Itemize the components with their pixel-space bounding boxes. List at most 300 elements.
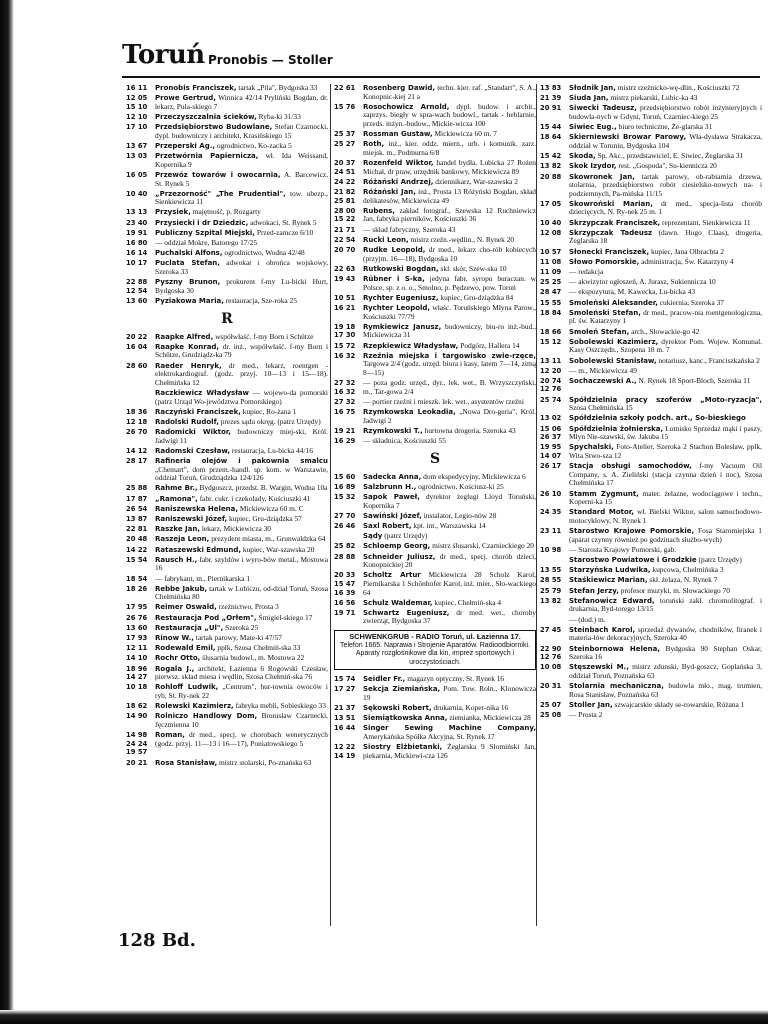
entry-text	[155, 731, 328, 748]
entry-name: Rudke Leopold,	[363, 246, 426, 255]
entry-details: Targowa 2/4 (godz. urzęd. biura i kasy, latem 7—14, zimą 8—15)	[363, 359, 536, 377]
entry-name: Rzymkowski T.,	[363, 426, 423, 435]
entry-details: Ryba-ki 31/33	[258, 111, 301, 121]
directory-entry	[126, 624, 328, 633]
entry-text	[155, 712, 328, 729]
entry-details: techn. kier. raf. „Standart", S. A., Konopnic-kiej 21 a	[363, 84, 536, 101]
entry-details: restauracja, Lu-bicka 44/16	[231, 445, 313, 455]
phone-number: 15 54	[126, 555, 148, 564]
entry-details: Mickiewicza 60 m. C	[239, 503, 304, 513]
entry-text	[569, 288, 762, 297]
entry-name: Radomicki Wiktor,	[155, 428, 231, 437]
entry-details: — portier rzeźni i mieszk. lek. wet., asystentów rzeźni	[363, 396, 524, 406]
directory-entry	[126, 208, 328, 217]
entry-text	[363, 159, 536, 176]
entry-details: tartak „Pila", Bydgoska 33	[238, 84, 318, 92]
entry-details: mistrz stolarski, Po-znańska 63	[219, 757, 312, 767]
entry-name: Raniszewska Helena,	[155, 504, 239, 513]
entry-text	[363, 408, 536, 425]
entry-name: Schwartz Eugeniusz,	[363, 608, 450, 617]
directory-entry	[540, 443, 762, 460]
entry-name: Rahme Br.,	[155, 484, 198, 493]
entry-name: Rebbe Jakub,	[155, 584, 208, 593]
entry-name: Rymkiewicz Janusz,	[363, 322, 442, 331]
entry-text	[155, 408, 328, 417]
entry-text	[569, 299, 762, 308]
entry-text	[155, 495, 328, 504]
phone-number: 14 22	[126, 545, 148, 554]
entry-name: Sapok Paweł,	[363, 493, 420, 501]
directory-entry	[126, 665, 328, 682]
directory-entry	[126, 343, 328, 360]
directory-entry	[334, 522, 536, 531]
entry-text	[155, 333, 328, 342]
entry-text	[569, 682, 762, 699]
directory-entry	[334, 685, 536, 702]
entry-details: skl. skór, Szew-ska 10	[440, 263, 507, 273]
directory-entry	[126, 585, 328, 602]
entry-name: Rausch H.,	[155, 555, 198, 564]
phone-number: 25 88	[126, 484, 148, 493]
directory-entry	[334, 427, 536, 436]
directory-entry	[540, 278, 762, 287]
entry-text	[569, 616, 762, 625]
directory-entry	[540, 288, 762, 297]
entry-details: dypl. budow. i archit., zaprzys. biegły w spra-wach budowl., tartak - heblarnie, przeds. inżyn.-budow., Mickie-wicza 100	[363, 101, 536, 128]
entry-name: Rohloff Ludwik,	[155, 683, 219, 692]
directory-entry	[126, 418, 328, 427]
entry-details: — fabrykant, m., Piernikarska 1	[155, 573, 251, 583]
entry-details: ziemianka, Mickiewicza 28	[449, 713, 531, 723]
entry-text	[155, 546, 328, 555]
entry-details: cukiernia, Szeroka 37	[659, 297, 724, 307]
entry-text	[155, 362, 328, 388]
entry-text	[363, 532, 536, 541]
entry-text	[155, 229, 328, 238]
directory-entry	[334, 379, 536, 396]
entry-name: Roman,	[155, 731, 185, 740]
entry-details: Foto-Atelier, Szeroka 2 Stachon Bolesław, pplk, Wita Stwo-sza 12	[569, 442, 762, 460]
entry-details: kupiec, Gru-dziądzka 84	[440, 292, 514, 302]
entry-text	[155, 535, 328, 544]
entry-name: Przewóz towarów i owocarnia,	[155, 170, 281, 179]
entry-text	[363, 84, 536, 101]
phone-number: 19 43	[334, 275, 356, 283]
directory-entry	[540, 309, 762, 326]
directory-entry	[540, 701, 762, 710]
entry-name: Puchalski Alfons,	[155, 249, 223, 258]
entry-text	[569, 268, 762, 277]
directory-entry	[540, 84, 762, 93]
entry-text	[363, 743, 536, 760]
phone-number: 18 96 14 27	[126, 664, 148, 682]
entry-text	[363, 473, 536, 482]
entry-details: kupiec, Chełmiń-ska 4	[434, 597, 502, 607]
entry-details: Pom. Tow. Roln., Klonowicza 19	[363, 684, 536, 702]
entry-text	[363, 599, 536, 608]
entry-name: Siostry Elżbietanki,	[363, 743, 443, 752]
entry-name: Smoleń Stefan,	[569, 327, 630, 336]
entry-details: skł. żelaza, N. Rynek 7	[649, 575, 718, 585]
entry-name: Rzymkowska Leokadia,	[363, 408, 456, 417]
entry-text	[363, 342, 536, 351]
entry-name: Różański Jan,	[363, 188, 416, 197]
directory-entry	[334, 599, 536, 608]
entry-text	[155, 665, 328, 682]
entry-name: Słodnik Jan,	[569, 84, 616, 92]
directory-entry	[126, 614, 328, 623]
phone-number: 16 75	[334, 408, 356, 417]
directory-entry	[126, 428, 328, 445]
directory-entry	[334, 188, 536, 205]
phone-number: 27 32 16 32	[334, 379, 356, 396]
directory-entry	[540, 508, 762, 525]
entry-details: toruński zakł. chromolitograf. i drukarnia, Byd-torego 13/15	[569, 595, 762, 614]
entry-name: Schloemp Georg,	[363, 542, 431, 551]
entry-text	[363, 294, 536, 303]
directory-entry	[540, 248, 762, 257]
directory-entry	[540, 645, 762, 662]
directory-entry	[334, 571, 536, 597]
entry-details: kupiec, War-szawska 20	[242, 544, 315, 554]
phone-number: 17 87	[126, 494, 148, 503]
entry-range: Pronobis — Stoller	[208, 53, 333, 67]
entry-name: Skrzypczak Tadeusz	[569, 228, 653, 237]
entry-name: Radolski Rudolf,	[155, 417, 219, 426]
phone-number: 12 22 14 19	[334, 743, 356, 760]
phone-number: 24 35	[540, 508, 562, 517]
entry-details: dr med., specj. chorób dzieci, Konopnickiej 20	[363, 551, 536, 570]
entry-name: Stoller Jan,	[569, 700, 613, 709]
entry-name: Rucki Leon,	[363, 235, 409, 244]
entry-text	[569, 200, 762, 217]
entry-name: Raszeja Leon,	[155, 535, 210, 544]
phone-number: 20 21	[126, 758, 148, 767]
phone-number: 27 45	[540, 625, 562, 634]
phone-number: 28 17	[126, 457, 148, 466]
entry-name: Scholtz Artur	[363, 571, 421, 580]
entry-text	[569, 396, 762, 413]
entry-details: Szeroka 25	[225, 622, 259, 632]
entry-name: Pronobis Franciszek,	[155, 84, 237, 92]
phone-number: 20 70	[334, 246, 356, 255]
entry-text	[569, 556, 762, 565]
entry-details: kupiec, Gru-dziądzka 57	[229, 513, 302, 523]
entry-text	[363, 398, 536, 407]
entry-name: Rzeźnia miejska i targowisko zwie-rzęce,	[363, 351, 536, 360]
entry-name: Różański Andrzej,	[363, 177, 434, 186]
entry-text	[569, 597, 762, 614]
directory-entry	[126, 278, 328, 295]
entry-text	[363, 140, 536, 157]
entry-text	[363, 352, 536, 378]
entry-text	[155, 171, 328, 188]
directory-entry	[334, 398, 536, 407]
entry-name: Rubens,	[363, 206, 395, 215]
phone-number: 13 67	[126, 141, 148, 150]
entry-text	[569, 229, 762, 246]
entry-text	[569, 711, 762, 720]
directory-entry	[540, 462, 762, 488]
entry-text	[155, 759, 328, 768]
phone-number: 18 26	[126, 584, 148, 593]
directory-entry	[540, 377, 762, 394]
entry-name: Rosenberg Dawid,	[363, 84, 436, 92]
directory-entry	[334, 473, 536, 482]
entry-text	[569, 94, 762, 103]
entry-details: biuro techniczne, Że-glarska 31	[618, 122, 713, 132]
phone-number: 19 21	[334, 426, 356, 435]
column-3	[540, 84, 762, 926]
entry-text	[569, 414, 762, 423]
entry-text	[155, 152, 328, 169]
entry-details: Bydgoska 90 Stephan Oskar, Szeroka 16	[569, 643, 762, 662]
entry-text	[155, 505, 328, 514]
directory-entry	[126, 190, 328, 207]
phone-number: 23 11	[540, 527, 562, 536]
directory-entry	[126, 654, 328, 663]
entry-text	[569, 425, 762, 442]
entry-details: — skład fabryczny, Szeroka 43	[363, 224, 456, 234]
entry-text	[569, 219, 762, 228]
phone-number: 16 11	[126, 84, 148, 92]
directory-entry	[334, 140, 536, 157]
entry-name: Smoleński Stefan,	[569, 308, 641, 317]
phone-number: 10 40	[126, 189, 148, 198]
directory-entry	[126, 644, 328, 653]
entry-text	[569, 248, 762, 257]
phone-number: 25 37	[334, 130, 356, 139]
entry-text	[569, 566, 762, 575]
entry-text	[363, 226, 536, 235]
entry-text	[155, 634, 328, 643]
entry-name: Raczyński Franciszek,	[155, 407, 241, 416]
entry-details: f-my Vacuum Oil Company, s. A. Zieliński (stacja czynna dzień i noc), Szosa Chełmińska 17	[569, 461, 762, 488]
entry-details: Amerykańska Spółka Akcyjna, St. Rynek 17	[363, 732, 495, 741]
directory-entry	[540, 711, 762, 720]
directory-entry	[540, 663, 762, 680]
entry-name: Przedsiębiorstwo Budowlane,	[155, 123, 273, 132]
directory-entry	[540, 200, 762, 217]
entry-name: Seidler Fr.,	[363, 675, 406, 684]
phone-number: 24 22	[334, 177, 356, 186]
phone-number: 18 36	[126, 407, 148, 416]
phone-number: 13 82	[540, 162, 562, 171]
entry-details: dr med. wet., choroby zwierząt, Bydgoska 37	[363, 607, 536, 626]
entry-text	[155, 208, 328, 217]
entry-details: prezes sądu okręg. (patrz Urzędy)	[220, 416, 321, 426]
entry-details: fabr. szyldów i wyro-bów metal., Mostowa 16	[155, 554, 328, 573]
entry-text	[155, 447, 328, 456]
directory-entry	[334, 207, 536, 224]
entry-name: Starostwo Powiatowe i Grodzkie	[569, 556, 697, 565]
entry-text	[155, 113, 328, 122]
entry-details: dr med., lekarz cho-rób kobiecych (przyjm. 16—18), Bydgoska 10	[363, 245, 536, 263]
phone-number: 16 32	[334, 351, 356, 360]
phone-number: 20 22	[126, 332, 148, 341]
phone-number: 16 80	[126, 239, 148, 248]
entry-details: dr med., specja-lista chorób dziecięcych, N. Ry-nek 25 m. 1	[569, 198, 762, 217]
entry-name: Skowroński Marian,	[569, 199, 653, 208]
phone-number: 26 54	[126, 504, 148, 513]
entry-text	[155, 418, 328, 427]
entry-name: Starzyńska Ludwika,	[569, 566, 651, 575]
entry-name: Stęszewski M.,	[569, 663, 629, 672]
directory-entry	[126, 171, 328, 188]
directory-entry	[540, 328, 762, 337]
phone-number: 21 37	[334, 704, 356, 713]
phone-number: 25 27	[334, 140, 356, 149]
entry-name: Raczkiewicz Władysław	[155, 388, 249, 397]
entry-text	[155, 654, 328, 663]
entry-details: pplk, Szosa Chełmiń-ska 33	[217, 643, 301, 653]
entry-text	[155, 457, 328, 483]
entry-details: dr med., pracow-nia roentgenologiczna, pl. św. Katarzyny 1	[569, 307, 762, 326]
directory-entry	[540, 258, 762, 267]
entry-text	[363, 207, 536, 224]
entry-name: Smoleński Aleksander,	[569, 298, 658, 307]
entry-text	[363, 427, 536, 436]
directory-entry	[540, 597, 762, 614]
phone-number: 28 60	[126, 361, 148, 370]
entry-details: Podgórz, Hallera 14	[460, 340, 520, 350]
entry-text	[363, 130, 536, 139]
entry-details: (patrz Urzędy)	[698, 555, 742, 565]
directory-entry	[334, 103, 536, 129]
page-number: 128 Bd.	[118, 930, 196, 951]
phone-number: 15 12	[540, 337, 562, 346]
ad-body: Telefon 1665. Naprawa i Strojenie Aparatów. Radioodbiorniki. Aparaty rozgłośnikowe dla kin, imprez sportowych i uroczystościach.	[340, 641, 530, 666]
entry-details: instalator, Legio-nów 28	[423, 510, 497, 520]
page-header	[122, 40, 762, 76]
phone-number: 14 12	[126, 446, 148, 455]
phone-number: 15 42	[540, 152, 562, 161]
directory-entry	[334, 246, 536, 263]
entry-name: Rutkowski Bogdan,	[363, 264, 439, 273]
entry-details: adwokat i obrońca wojskowy, Szeroka 33	[155, 258, 328, 276]
entry-details: arch., Słowackie-go 42	[631, 326, 700, 336]
phone-number: 15 44	[540, 123, 562, 132]
phone-number: 16 56	[334, 598, 356, 607]
entry-text	[569, 508, 762, 525]
directory-entry	[540, 566, 762, 575]
phone-number: 15 06 26 37	[540, 424, 562, 442]
entry-details: ogrodnictwo, Wodna 42/48	[224, 248, 305, 258]
entry-name: Rychter Eugeniusz,	[363, 293, 439, 302]
entry-text	[155, 428, 328, 445]
entry-details: Wła-dysława Strakacza, oddział w Toruniu, Bydgoska 104	[569, 132, 762, 150]
entry-name: Sochaczewski A.,	[569, 376, 637, 385]
entry-details: notariusz, kanc., Franciszkańska 2	[658, 355, 760, 365]
phone-number: 19 95 14 07	[540, 443, 562, 460]
phone-number: 21 71	[334, 225, 356, 234]
phone-number: 17 95	[126, 603, 148, 612]
entry-details: kupcowa, Chełmińska 3	[652, 565, 724, 575]
entry-details: mistrz rzeźn.-wędlin., N. Rynek 20	[410, 234, 515, 244]
entry-text	[363, 379, 536, 396]
directory-entry	[126, 535, 328, 544]
entry-name: Restauracja „Ul",	[155, 623, 224, 632]
directory-entry	[126, 546, 328, 555]
entry-text	[363, 714, 536, 723]
phone-number: 12 08	[540, 228, 562, 237]
entry-name: Salzbrunn H.,	[363, 482, 417, 491]
directory-entry	[540, 229, 762, 246]
entry-text	[569, 173, 762, 199]
directory-entry	[126, 84, 328, 93]
entry-details: dr med., specj. w chorobach wenerycznych (godz. przyj. 11—13 i 16—17), Poniatowskiego 5	[155, 730, 328, 748]
entry-text	[363, 103, 536, 129]
entry-details: Fosa Staromiejska 1 (aparat czynny również po godzinach służbo-wych)	[569, 526, 762, 544]
directory-entry	[126, 362, 328, 388]
entry-text	[363, 483, 536, 492]
directory-entry	[540, 162, 762, 171]
directory-entry	[126, 297, 328, 306]
entry-details: — składnica, Kościuszki 55	[363, 436, 446, 446]
directory-entry	[334, 265, 536, 274]
directory-entry	[126, 634, 328, 643]
entry-text	[363, 178, 536, 187]
phone-number: 12 10	[126, 112, 148, 121]
directory-entry	[126, 712, 328, 729]
entry-name: Raszke Jan,	[155, 525, 200, 534]
directory-entry	[126, 408, 328, 417]
entry-text	[363, 493, 536, 510]
phone-number: 27 32	[334, 397, 356, 406]
directory-entry	[126, 249, 328, 258]
entry-name: Przetwórnia Papiernicza,	[155, 152, 259, 161]
entry-text	[569, 278, 762, 287]
phone-number: 13 13	[126, 208, 148, 217]
phone-number: 11 09	[540, 268, 562, 276]
entry-name: Rychter Leopold,	[363, 303, 431, 312]
phone-number: 20 48	[126, 535, 148, 544]
entry-details: dziennikarz, War-szawska 2	[435, 176, 518, 186]
entry-text	[155, 556, 328, 573]
phone-number: 26 17	[540, 462, 562, 471]
entry-name: Roth,	[363, 140, 385, 149]
entry-details: tartak w Lubiczu, od-dział Toruń, Szosa Chełmińska 80	[155, 583, 328, 602]
entry-name: Skok Izydor,	[569, 162, 617, 171]
entry-text	[569, 338, 762, 355]
directory-entry	[540, 396, 762, 413]
entry-name: Sękowski Robert,	[363, 704, 432, 713]
entry-name: Puclata Stefan,	[155, 259, 220, 268]
directory-entry	[126, 113, 328, 122]
entry-details: majętność, p. Rozgarty	[192, 207, 261, 217]
phone-number: 10 08	[540, 663, 562, 672]
entry-text	[569, 133, 762, 150]
directory-entry	[126, 389, 328, 406]
directory-entry	[540, 367, 762, 376]
directory-entry	[540, 576, 762, 585]
entry-details: Żeglarska 9 Słomiński Jan, piekarnia, Mickiewi-cza 126	[363, 742, 536, 760]
ad-title: SCHWENKGRUB - RADIO Toruń, ul. Łazienna 17.	[349, 632, 521, 642]
directory-entry	[334, 714, 536, 723]
entry-text	[363, 304, 536, 321]
entry-text	[569, 626, 762, 643]
column-1	[126, 84, 328, 926]
phone-number: 13 03	[126, 152, 148, 161]
phone-number: 20 91	[540, 104, 562, 113]
entry-details: administracja, Św. Katarzyny 4	[641, 256, 734, 266]
entry-text	[155, 249, 328, 258]
directory-entry	[126, 123, 328, 140]
phone-number: 28 47	[540, 288, 562, 297]
column-divider	[536, 84, 537, 926]
entry-name: Sadecka Anna,	[363, 472, 422, 481]
entry-name: Restauracja Pod „Orłem",	[155, 613, 257, 622]
